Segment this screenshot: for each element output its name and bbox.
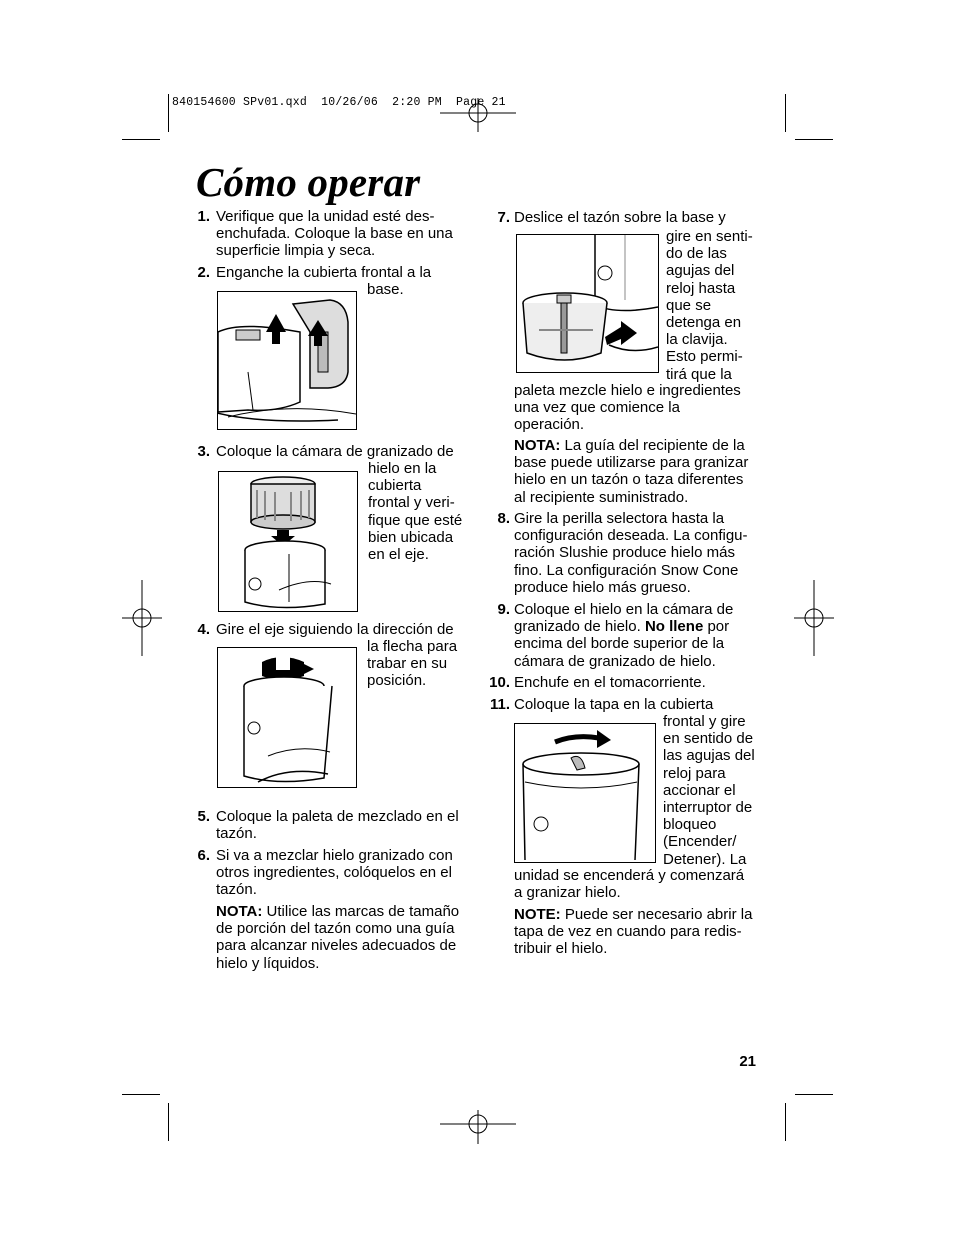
step-text-line: posición. <box>367 672 427 690</box>
step-text-line: fino. La configuración Snow Cone <box>514 561 739 579</box>
step-text-line: la flecha para <box>367 638 458 655</box>
step-text-line: tirá que la <box>666 365 732 383</box>
step-text-line: paleta mezcle hielo e ingredientes <box>514 382 741 399</box>
step-text-line: Coloque la paleta de mezclado en el <box>216 808 459 825</box>
note-label: NOTE: <box>514 906 561 923</box>
step-text-line: enchufada. Coloque la base en una <box>216 225 453 243</box>
note-label: NOTA: <box>216 903 263 920</box>
step-text-line: bloqueo <box>663 816 717 834</box>
step-number: 3. <box>197 443 210 460</box>
crop-mark <box>795 139 833 140</box>
note-text: tapa de vez en cuando para redis- <box>514 923 742 941</box>
step-text-line: la clavija. <box>666 331 728 349</box>
note-text: base puede utilizarse para granizar <box>514 454 749 472</box>
step-text-line: superficie limpia y seca. <box>216 242 376 260</box>
step-number: 8. <box>497 510 510 527</box>
step-text-line: trabar en su <box>367 655 448 673</box>
step-text-line: otros ingredientes, colóquelos en el <box>216 864 452 882</box>
note-step-11 <box>514 906 774 958</box>
crop-mark <box>122 139 160 140</box>
step-text-line: reloj hasta <box>666 279 736 297</box>
step-text-line: interruptor de <box>663 799 753 817</box>
step-text-line: Coloque la cámara de granizado de <box>216 443 454 460</box>
illustration-lid-lock <box>514 723 656 863</box>
crop-mark <box>785 1103 786 1141</box>
step-text: granizado de hielo. <box>514 618 645 636</box>
step-text-line: Detener). La <box>663 850 747 868</box>
note-text: hielo en un tazón o taza diferentes <box>514 471 744 489</box>
step-text-line: encima del borde superior de la <box>514 635 725 653</box>
step-text-line: base. <box>367 281 404 298</box>
step-text-line: cubierta <box>368 477 422 495</box>
step-number: 11. <box>489 696 510 713</box>
note-text: Puede ser necesario abrir la <box>560 906 753 923</box>
step-text-line: tazón. <box>216 825 257 843</box>
step-text-line: Gire la perilla selectora hasta la <box>514 510 725 527</box>
registration-mark <box>122 580 162 656</box>
illustration-lock-shaft <box>217 647 357 788</box>
step-text-line: cámara de granizado de hielo. <box>514 652 716 670</box>
illustration-front-cover <box>217 291 357 430</box>
step-text-line: Gire el eje siguiendo la dirección de <box>216 621 454 638</box>
file-slug: 840154600 SPv01.qxd 10/26/06 2:20 PM Page 21 <box>172 96 506 109</box>
step-text-line: do de las <box>666 245 727 263</box>
step-text-line: tazón. <box>216 881 257 899</box>
step-text: por <box>703 618 730 636</box>
note-text: La guía del recipiente de la <box>560 437 745 454</box>
step-warning: No llene <box>644 618 704 636</box>
step-number: 2. <box>197 264 210 281</box>
step-text-line: Enchufe en el tomacorriente. <box>514 674 706 691</box>
crop-mark <box>168 94 169 132</box>
crop-mark <box>122 1094 160 1095</box>
step-text-line: unidad se encenderá y comenzará <box>514 867 745 884</box>
step-text-line: operación. <box>514 416 585 434</box>
note-step-6 <box>216 903 476 972</box>
illustration-bowl-on-base <box>516 234 659 373</box>
note-step-7 <box>514 437 774 506</box>
step-text-line: detenga en <box>666 314 742 332</box>
step-text-line: frontal y gire <box>663 713 746 730</box>
step-text-line: bien ubicada <box>368 528 454 546</box>
registration-mark <box>794 580 834 656</box>
step-text-line: configuración deseada. La configu- <box>514 527 748 545</box>
step-text-line: las agujas del <box>663 747 755 765</box>
step-text-line: Verifique que la unidad esté des- <box>216 208 435 225</box>
step-text-line: a granizar hielo. <box>514 884 621 902</box>
note-text: para alcanzar niveles adecuados de <box>216 937 457 955</box>
step-text-line: en sentido de <box>663 730 754 748</box>
step-text-line: Esto permi- <box>666 348 743 366</box>
registration-mark <box>440 1108 516 1144</box>
page-number: 21 <box>739 1053 756 1070</box>
step-number: 10. <box>489 674 510 691</box>
step-text-line: hielo en la <box>368 460 437 477</box>
step-text-line: gire en senti- <box>666 228 753 245</box>
crop-mark <box>785 94 786 132</box>
step-text-line: Coloque el hielo en la cámara de <box>514 601 734 618</box>
step-text-line: Enganche la cubierta frontal a la <box>216 264 432 281</box>
illustration-ice-chamber <box>218 471 358 612</box>
page-title: Cómo operar <box>196 159 421 205</box>
step-number: 1. <box>197 208 210 225</box>
step-text-line: que se <box>666 296 712 314</box>
note-text: hielo y líquidos. <box>216 954 320 972</box>
step-text-line: frontal y veri- <box>368 494 455 512</box>
crop-mark <box>795 1094 833 1095</box>
step-text-line: en el eje. <box>368 546 429 564</box>
step-text-line: fique que esté <box>368 511 463 529</box>
step-text-line: Coloque la tapa en la cubierta <box>514 696 714 713</box>
note-text: de porción del tazón como una guía <box>216 920 455 938</box>
step-text-line: una vez que comience la <box>514 399 680 417</box>
step-text-line: produce hielo más grueso. <box>514 578 691 596</box>
step-text-line: reloj para <box>663 764 726 782</box>
note-label: NOTA: <box>514 437 561 454</box>
step-number: 7. <box>497 209 510 226</box>
step-text-line: Si va a mezclar hielo granizado con <box>216 847 453 864</box>
note-text: Utilice las marcas de tamaño <box>262 903 460 920</box>
step-number: 9. <box>497 601 510 618</box>
step-text-line: Deslice el tazón sobre la base y <box>514 209 726 226</box>
step-number: 4. <box>197 621 210 638</box>
step-text-line: ración Slushie produce hielo más <box>514 544 735 562</box>
note-text: al recipiente suministrado. <box>514 488 689 506</box>
crop-mark <box>168 1103 169 1141</box>
step-text-line: accionar el <box>663 781 736 799</box>
step-number: 6. <box>197 847 210 864</box>
step-text-line: (Encender/ <box>663 833 737 851</box>
step-number: 5. <box>197 808 210 825</box>
note-text: tribuir el hielo. <box>514 940 608 958</box>
step-text-line: agujas del <box>666 262 735 280</box>
